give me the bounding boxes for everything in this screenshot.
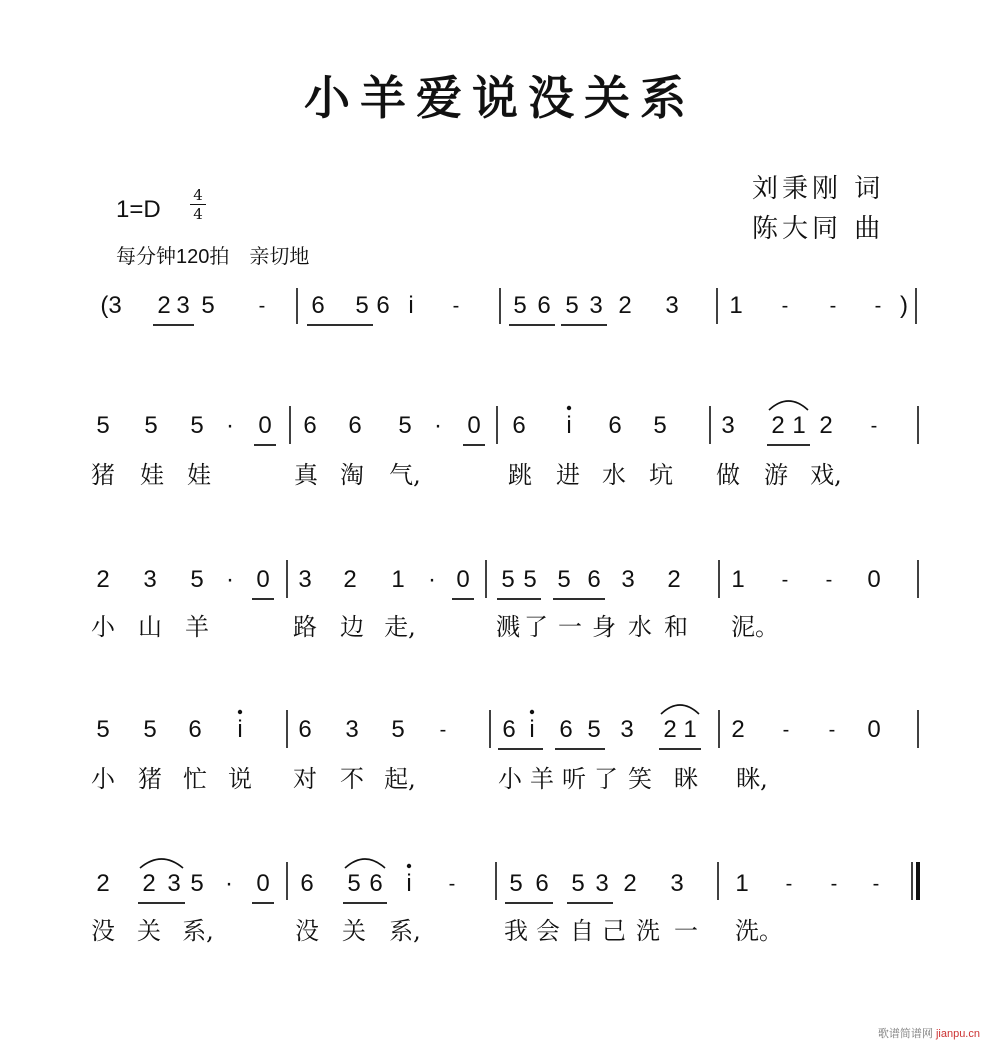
lyric-char: 水 (602, 461, 626, 489)
note: 2 (663, 716, 677, 743)
note: (3 (100, 292, 122, 319)
time-signature-bottom: 4 (193, 205, 203, 223)
note: 5 (523, 566, 537, 593)
lyric-char: 淘 (340, 461, 364, 489)
note: 5 (587, 716, 601, 743)
time-signature-top: 4 (193, 186, 203, 204)
note: 2 (667, 566, 681, 593)
lyric-char: 起, (384, 765, 416, 793)
lyric-char: 没 (91, 917, 115, 945)
note: 5 (501, 566, 515, 593)
lyric-char: 戏, (810, 461, 842, 489)
lyric-char: 水 (628, 613, 652, 641)
note: 5 (653, 412, 667, 439)
note: - (439, 719, 447, 741)
note: 6 (311, 292, 325, 319)
note: 2 (623, 870, 637, 897)
lyric-char: 坑 (649, 461, 673, 489)
lyric-char: 走, (384, 613, 416, 641)
note: · (428, 566, 436, 593)
note: 2 (731, 716, 745, 743)
note: 3 (345, 716, 359, 743)
note: 0 (867, 716, 881, 743)
note: 6 (502, 716, 516, 743)
note: 0 (256, 870, 270, 897)
note: ) (900, 292, 908, 319)
note: 6 (300, 870, 314, 897)
note: 2 (771, 412, 785, 439)
note: · (434, 412, 442, 439)
note: 2 (343, 566, 357, 593)
lyric-char: 说 (228, 765, 252, 793)
note: 5 (513, 292, 527, 319)
note: 6 (608, 412, 622, 439)
lyric-char: 我 (504, 917, 528, 945)
lyric-char: 猪 (138, 765, 162, 793)
note: i (408, 292, 414, 319)
note: 0 (467, 412, 481, 439)
note: 5 (557, 566, 571, 593)
note: 5 (398, 412, 412, 439)
note: 6 (537, 292, 551, 319)
score-title: 小羊爱说没关系 (304, 71, 696, 125)
note: 6 (298, 716, 312, 743)
note: 6 (587, 566, 601, 593)
lyric-char: 一 (674, 917, 698, 945)
note: 3 (665, 292, 679, 319)
note: 1 (735, 870, 749, 897)
note: - (782, 719, 790, 741)
lyricist-credit: 刘秉刚 词 (752, 174, 885, 204)
lyric-char: 系, (389, 917, 421, 945)
note: 3 (721, 412, 735, 439)
note: 5 (391, 716, 405, 743)
note: - (781, 569, 789, 591)
note: 5 (190, 566, 204, 593)
note: - (830, 873, 838, 895)
lyric-char: 己 (602, 917, 626, 945)
lyric-char: 听 (562, 765, 586, 793)
lyric-char: 洗 (636, 917, 660, 945)
note: - (829, 295, 837, 317)
note: - (825, 569, 833, 591)
note: 0 (867, 566, 881, 593)
note: 3 (670, 870, 684, 897)
note: - (870, 415, 878, 437)
note: i (406, 870, 412, 897)
note: 5 (509, 870, 523, 897)
key-signature: 1=D (116, 196, 161, 223)
note: 6 (369, 870, 383, 897)
note: 3 (621, 566, 635, 593)
lyric-char: 没 (295, 917, 319, 945)
note: 5 (201, 292, 215, 319)
lyric-char: 关 (137, 917, 161, 945)
note: 5 (143, 716, 157, 743)
lyric-char: 不 (340, 765, 364, 793)
watermark-domain: jianpu.cn (935, 1028, 980, 1040)
note: 3 (595, 870, 609, 897)
lyric-char: 关 (342, 917, 366, 945)
note: 2 (157, 292, 171, 319)
note: 2 (96, 870, 110, 897)
note: 6 (535, 870, 549, 897)
note: 1 (731, 566, 745, 593)
lyric-char: 做 (716, 461, 740, 489)
lyric-char: 眯 (674, 765, 698, 793)
note: 2 (96, 566, 110, 593)
note: 6 (348, 412, 362, 439)
lyric-char: 跳 (508, 461, 532, 489)
watermark-text: 歌谱简谱网 (877, 1028, 933, 1040)
lyric-char: 小 (91, 765, 115, 793)
note: · (226, 566, 234, 593)
lyric-char: 会 (536, 917, 560, 945)
note: 3 (589, 292, 603, 319)
note: 6 (559, 716, 573, 743)
note: 6 (512, 412, 526, 439)
lyric-char: 系, (182, 917, 214, 945)
note: 5 (190, 412, 204, 439)
lyric-char: 对 (293, 765, 317, 793)
note: 5 (190, 870, 204, 897)
note: - (781, 295, 789, 317)
lyric-char: 边 (340, 613, 364, 641)
note: 2 (618, 292, 632, 319)
note: 3 (620, 716, 634, 743)
lyric-char: 泥。 (731, 613, 779, 641)
note: 2 (819, 412, 833, 439)
note: 0 (258, 412, 272, 439)
lyric-char: 山 (138, 613, 162, 641)
watermark (878, 1025, 980, 1041)
note: - (828, 719, 836, 741)
lyric-char: 小 (498, 765, 522, 793)
note: 5 (144, 412, 158, 439)
note: 3 (167, 870, 181, 897)
note: - (874, 295, 882, 317)
note: 3 (176, 292, 190, 319)
note: 1 (729, 292, 743, 319)
lyric-char: 游 (764, 461, 788, 489)
note: 6 (303, 412, 317, 439)
note: 6 (376, 292, 390, 319)
lyric-char: 身 (592, 613, 616, 641)
lyric-char: 了 (594, 765, 618, 793)
note: 0 (456, 566, 470, 593)
note: 6 (188, 716, 202, 743)
lyric-char: 忙 (183, 765, 207, 793)
lyric-char: 笑 (628, 765, 652, 793)
note: 1 (391, 566, 405, 593)
note: · (225, 870, 233, 897)
note: 1 (792, 412, 806, 439)
lyric-char: 溅 (496, 613, 520, 641)
note: - (448, 873, 456, 895)
note: 5 (96, 716, 110, 743)
lyric-char: 羊 (185, 613, 209, 641)
lyric-char: 自 (570, 917, 594, 945)
note: 3 (298, 566, 312, 593)
note: 5 (565, 292, 579, 319)
lyric-char: 了 (524, 613, 548, 641)
note: - (872, 873, 880, 895)
note: - (452, 295, 460, 317)
note: i (237, 716, 243, 743)
composer-credit: 陈大同 曲 (752, 214, 885, 244)
note: 5 (355, 292, 369, 319)
note: · (226, 412, 234, 439)
lyric-char: 眯, (736, 765, 768, 793)
lyric-char: 洗。 (735, 917, 783, 945)
lyric-char: 真 (294, 461, 318, 489)
note: 5 (96, 412, 110, 439)
lyric-char: 娃 (140, 461, 164, 489)
note: 0 (256, 566, 270, 593)
lyric-char: 气, (389, 461, 421, 489)
lyric-char: 和 (664, 613, 688, 641)
lyric-char: 一 (558, 613, 582, 641)
lyric-char: 羊 (530, 765, 554, 793)
lyric-char: 娃 (187, 461, 211, 489)
tempo-marking: 每分钟120拍 亲切地 (116, 246, 310, 268)
lyric-char: 猪 (91, 461, 115, 489)
note: 5 (571, 870, 585, 897)
note: - (258, 295, 266, 317)
lyric-char: 路 (293, 613, 317, 641)
note: 5 (347, 870, 361, 897)
lyric-char: 进 (556, 461, 580, 489)
note: 1 (683, 716, 697, 743)
note: - (785, 873, 793, 895)
note: i (529, 716, 535, 743)
lyric-char: 小 (91, 613, 115, 641)
note: 2 (142, 870, 156, 897)
note: i (566, 412, 572, 439)
note: 3 (143, 566, 157, 593)
